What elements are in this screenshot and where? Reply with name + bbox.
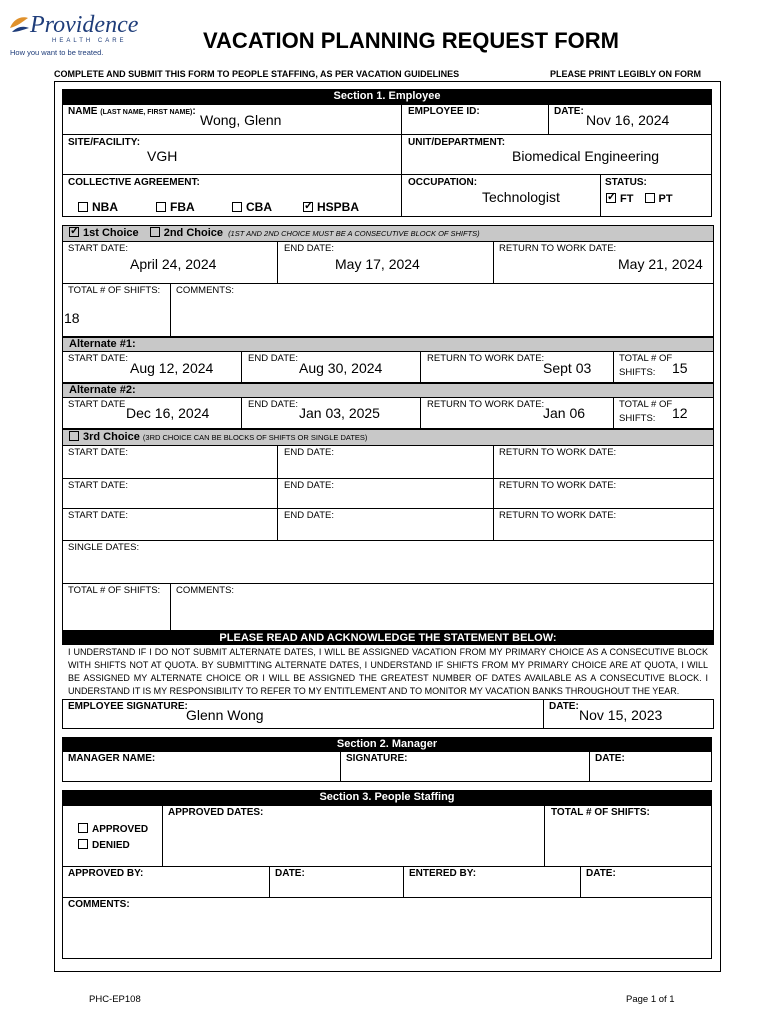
alt1-total-label-1: TOTAL # OF [619,353,673,364]
logo-wordmark: Providence [30,12,139,38]
page-number: Page 1 of 1 [626,994,675,1005]
alt2-return-label: RETURN TO WORK DATE: [427,399,545,410]
site-value[interactable]: VGH [147,148,178,164]
c3-start-label-2: START DATE: [68,480,129,491]
alt2-start-value[interactable]: Dec 16, 2024 [126,405,210,421]
end-date-label: END DATE: [284,243,334,254]
choice3-bar: 3rd Choice (3RD CHOICE CAN BE BLOCKS OF SHIFTS OR SINGLE DATES) [62,429,714,446]
alt2-total-label-2: SHIFTS: [619,413,656,424]
s3-total-label: TOTAL # OF SHIFTS: [551,807,650,818]
alt1-end-label: END DATE: [248,353,298,364]
pt-checkbox[interactable] [645,193,655,203]
alt2-total-label-1: TOTAL # OF [619,399,673,410]
status-pt[interactable]: PT [645,193,673,205]
alt1-start-value[interactable]: Aug 12, 2024 [130,360,214,376]
section1-bar: Section 1. Employee [62,89,712,104]
occupation-label: OCCUPATION: [408,177,478,188]
name-label: NAME (LAST NAME, FIRST NAME): [68,106,196,117]
s3-date-label: DATE: [275,868,305,879]
instructions-left: COMPLETE AND SUBMIT THIS FORM TO PEOPLE STAFFING, AS PER VACATION GUIDELINES [54,69,460,79]
entered-by-label: ENTERED BY: [409,868,477,879]
form-title: VACATION PLANNING REQUEST FORM [203,28,619,53]
alt1-end-value[interactable]: Aug 30, 2024 [299,360,383,376]
alt1-total-value[interactable]: 15 [672,360,688,376]
choice2-checkbox[interactable] [150,227,160,237]
ack-date-value[interactable]: Nov 15, 2023 [579,707,663,723]
c3-end-label-1: END DATE: [284,447,334,458]
ack-bar: PLEASE READ AND ACKNOWLEDGE THE STATEMENT BELOW: [62,631,714,645]
denied-checkbox[interactable] [78,839,88,849]
c3-total-label: TOTAL # OF SHIFTS: [68,585,161,596]
choice3-box [62,445,714,631]
c3-start-label-3: START DATE: [68,510,129,521]
denied-option[interactable]: DENIED [78,839,130,851]
nba-checkbox[interactable] [78,202,88,212]
manager-signature-label: SIGNATURE: [346,753,408,764]
choice1-checkbox[interactable] [69,227,79,237]
status-label: STATUS: [605,177,647,188]
approved-checkbox[interactable] [78,823,88,833]
unit-value[interactable]: Biomedical Engineering [512,148,660,164]
comments-label: COMMENTS: [176,285,235,296]
site-label: SITE/FACILITY: [68,137,141,148]
start-date-value[interactable]: April 24, 2024 [130,256,217,272]
c3-end-label-2: END DATE: [284,480,334,491]
manager-name-label: MANAGER NAME: [68,753,156,764]
return-date-label: RETURN TO WORK DATE: [499,243,617,254]
c3-return-label-2: RETURN TO WORK DATE: [499,480,617,491]
alt1-bar: Alternate #1: [62,337,714,352]
choice3-checkbox[interactable] [69,431,79,441]
cba-checkbox[interactable] [232,202,242,212]
start-date-label: START DATE: [68,243,129,254]
agreement-nba[interactable]: NBA [78,200,118,214]
section3-box [62,805,712,959]
approved-dates-label: APPROVED DATES: [168,807,264,818]
employee-id-label: EMPLOYEE ID: [408,106,480,117]
choice1-note: (1ST AND 2ND CHOICE MUST BE A CONSECUTIVE BLOCK OF SHIFTS) [228,229,480,238]
approved-by-label: APPROVED BY: [68,868,144,879]
single-dates-label: SINGLE DATES: [68,542,140,553]
alt1-return-label: RETURN TO WORK DATE: [427,353,545,364]
end-date-value[interactable]: May 17, 2024 [335,256,420,272]
total-shifts-value[interactable]: 18 [64,310,80,326]
section3-bar: Section 3. People Staffing [62,790,712,805]
c3-end-label-3: END DATE: [284,510,334,521]
occupation-value[interactable]: Technologist [482,189,560,205]
c3-return-label-3: RETURN TO WORK DATE: [499,510,617,521]
agreement-hspba[interactable]: ✓ HSPBA [303,200,359,214]
alt2-bar: Alternate #2: [62,383,714,398]
choice3-note: (3RD CHOICE CAN BE BLOCKS OF SHIFTS OR SINGLE DATES) [142,433,368,442]
c3-start-label-1: START DATE: [68,447,129,458]
agreement-fba[interactable]: FBA [156,200,195,214]
alt2-total-value[interactable]: 12 [672,405,688,421]
status-options [606,193,673,205]
agreement-label: COLLECTIVE AGREEMENT: [68,177,200,188]
form-code: PHC-EP108 [89,994,141,1005]
agreement-cba[interactable]: CBA [232,200,272,214]
alt2-start-label: START DATE [68,399,126,410]
return-date-value[interactable]: May 21, 2024 [618,256,703,272]
c3-comments-label: COMMENTS: [176,585,235,596]
alt1-total-label-2: SHIFTS: [619,367,656,378]
alt2-end-value[interactable]: Jan 03, 2025 [299,405,380,421]
fba-checkbox[interactable] [156,202,166,212]
status-ft[interactable]: ✓FT [606,193,633,205]
logo-tagline: How you want to be treated. [10,48,104,57]
alt1-start-label: START DATE: [68,353,129,364]
alt2-return-value[interactable]: Jan 06 [543,405,586,421]
s3-comments-label: COMMENTS: [68,899,130,910]
date-label: DATE: [554,106,584,117]
approved-option[interactable]: APPROVED [78,823,148,835]
signature-value[interactable]: Glenn Wong [186,707,264,723]
instructions-right: PLEASE PRINT LEGIBLY ON FORM [550,69,702,79]
signature-label: EMPLOYEE SIGNATURE: [68,701,188,712]
hspba-checkbox[interactable] [303,202,313,212]
choice1-bar: ✓1st Choice 2nd Choice (1ST AND 2ND CHOICE MUST BE A CONSECUTIVE BLOCK OF SHIFTS) [62,225,714,242]
manager-date-label: DATE: [595,753,625,764]
providence-logo [8,8,158,60]
date-value[interactable]: Nov 16, 2024 [586,112,670,128]
ack-date-label: DATE: [549,701,579,712]
name-value[interactable]: Wong, Glenn [200,112,282,128]
ack-text: I UNDERSTAND IF I DO NOT SUBMIT ALTERNATE DATES, I WILL BE ASSIGNED VACATION FROM MY PRIMARY CHOICE AS A CONSECUTIVE BLOCK WITH SHIFTS NOT AT QUOTA. BY SUBMITTING ALTERNATE DATES, I UNDERSTAND IF SHIFTS FROM MY PRIMARY CHOICE ARE AT QUOTA, I WILL BE ASSIGNED MY ALTERNATE CHOICE OR I WILL BE ASSIGNED THE GREATEST NUMBER OF DATES AVAILABLE AS A CONSECUTIVE BLOCK. I UNDERSTAND IT IS MY RESPONSIBILITY TO REFER TO MY ENTITLEMENT AND TO MONITOR MY VACATION BANKS THROUGHOUT THE YEAR. [68,647,708,696]
logo-subtext: HEALTH CARE [52,38,127,44]
section2-bar: Section 2. Manager [62,737,712,751]
s3-date2-label: DATE: [586,868,616,879]
alt2-end-label: END DATE: [248,399,298,410]
unit-label: UNIT/DEPARTMENT: [408,137,506,148]
c3-return-label-1: RETURN TO WORK DATE: [499,447,617,458]
total-shifts-label: TOTAL # OF SHIFTS: [68,285,161,296]
leaf-icon [8,14,30,34]
alt1-return-value[interactable]: Sept 03 [543,360,592,376]
ft-checkbox[interactable] [606,193,616,203]
